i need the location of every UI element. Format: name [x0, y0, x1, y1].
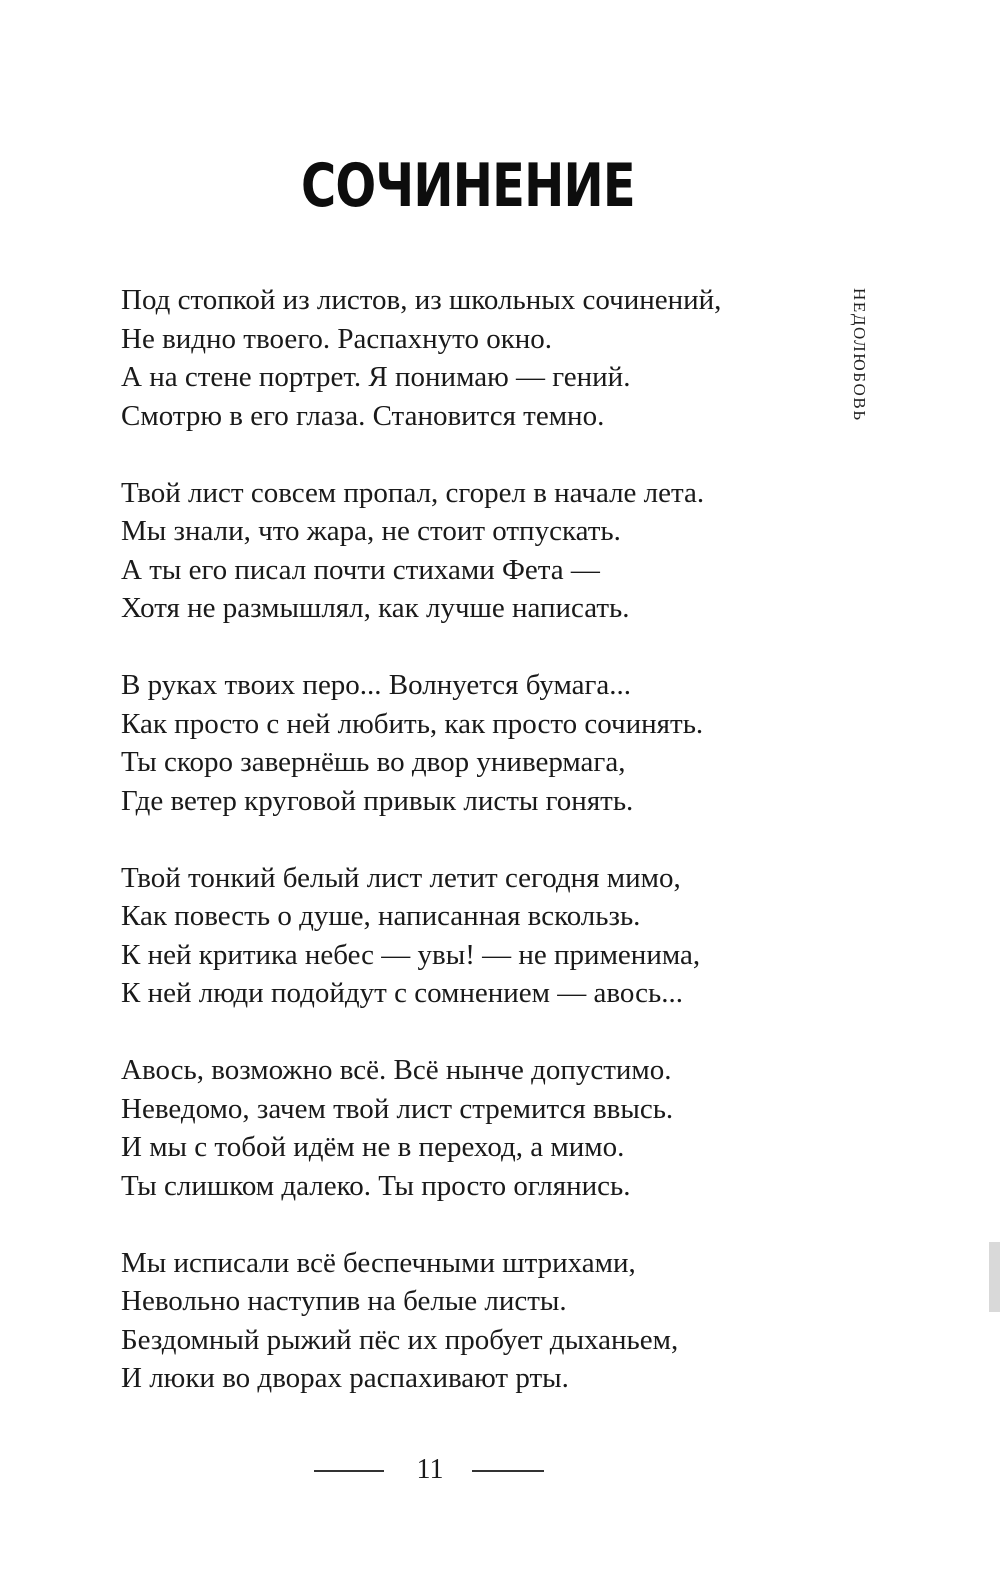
- poem-title: СОЧИНЕНИЕ: [301, 151, 635, 221]
- stanza: [121, 1051, 801, 1205]
- poem-line: А на стене портрет. Я понимаю — гений.: [121, 361, 631, 393]
- poem-line: Хотя не размышлял, как лучше написать.: [121, 592, 630, 625]
- poem-line: А ты его писал почти стихами Фета —: [121, 553, 600, 586]
- poem-line: Смотрю в его глаза. Становится темно.: [121, 399, 605, 432]
- poem-line: Бездомный рыжий пёс их пробует дыханьем,: [121, 1323, 679, 1356]
- poem-line: Мы знали, что жара, не стоит отпускать.: [121, 515, 621, 548]
- page-edge-shadow: [989, 1242, 1000, 1312]
- poem-line: К ней люди подойдут с сомнением — авось...: [121, 977, 683, 1010]
- poem-line: И люки во дворах распахивают рты.: [121, 1362, 569, 1395]
- poem-line: Твой тонкий белый лист летит сегодня мимо,: [121, 861, 681, 894]
- poem-line: И мы с тобой идём не в переход, а мимо.: [121, 1131, 625, 1164]
- poem-line: Твой лист совсем пропал, сгорел в начале лета.: [121, 476, 705, 509]
- poem-line: Под стопкой из листов, из школьных сочинений,: [121, 284, 722, 316]
- running-head: НЕДОЛЮБОВЬ: [850, 288, 869, 422]
- poem-line: К ней критика небес — увы! — не применима,: [121, 938, 701, 971]
- poem-body: [121, 281, 801, 1398]
- poem-line: Невольно наступив на белые листы.: [121, 1285, 567, 1318]
- poem-line: Как просто с ней любить, как просто сочинять.: [121, 707, 704, 740]
- poem-line: Неведомо, зачем твой лист стремится ввысь.: [121, 1092, 674, 1125]
- stanza: [121, 474, 801, 628]
- page-number: 11: [416, 1454, 444, 1485]
- poem-line: Ты слишком далеко. Ты просто оглянись.: [121, 1169, 631, 1202]
- poem-line: В руках твоих перо... Волнуется бумага...: [121, 669, 632, 702]
- stanza: [121, 1244, 801, 1398]
- page-footer: [0, 1452, 860, 1488]
- poem-line: Как повесть о душе, написанная вскользь.: [121, 900, 641, 933]
- footer-rule-left: [314, 1470, 384, 1472]
- poem-line: Не видно твоего. Распахнуто окно.: [121, 322, 553, 355]
- footer-rule-right: [472, 1470, 544, 1472]
- poem-line: Где ветер круговой привык листы гонять.: [121, 784, 634, 817]
- stanza: [121, 666, 801, 820]
- stanza: [121, 859, 801, 1013]
- poem-line: Ты скоро завернёшь во двор универмага,: [121, 746, 626, 779]
- poem-line: Авось, возможно всё. Всё нынче допустимо.: [121, 1054, 672, 1087]
- poem-line: Мы исписали всё беспечными штрихами,: [121, 1246, 636, 1279]
- stanza: [121, 281, 801, 435]
